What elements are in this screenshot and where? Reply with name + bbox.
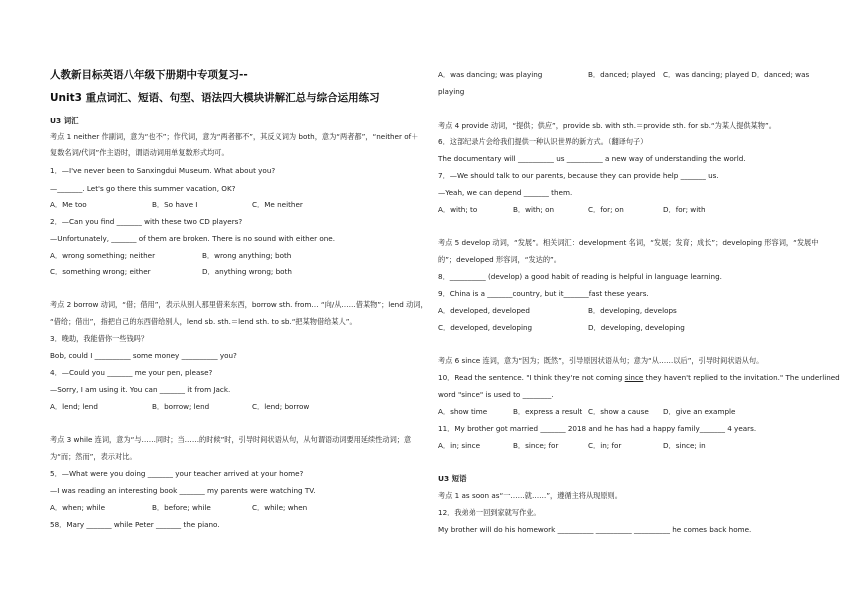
q2-option-d: D．anything wrong; both bbox=[202, 267, 292, 276]
question-2: 2．—Can you find _______ with these two CD players? bbox=[50, 217, 243, 226]
q7-option-c: C．for; on bbox=[588, 205, 624, 214]
question-4-reply: —Sorry, I am using it. You can _______ it from Jack. bbox=[50, 385, 231, 394]
q11-option-b: B．since; for bbox=[513, 441, 559, 450]
kp7-text: 考点 1 as soon as“一……就……”，遵循主将从现原则。 bbox=[438, 491, 622, 500]
kp5-text: 考点 5 develop 动词，“发展”。相关词汇：development 名词，“发展；发育；成长”；developing 形容词，“发展中 bbox=[438, 238, 819, 247]
question-9: 9．China is a _______country, but it_______fast these years. bbox=[438, 289, 649, 298]
q7-option-b: B．with; on bbox=[513, 205, 555, 214]
q58-option-cd: C．was dancing; played D．danced; was bbox=[663, 70, 810, 79]
q4-option-c: C．lend; borrow bbox=[252, 402, 310, 411]
question-3-sentence: Bob, could I __________ some money __________ you? bbox=[50, 351, 237, 360]
q2-option-b: B．wrong anything; both bbox=[202, 251, 292, 260]
kp4-text: 考点 4 provide 动词，“提供；供应”，provide sb. with sth.＝provide sth. for sb.“为某人提供某物”。 bbox=[438, 121, 776, 130]
kp2-text: 考点 2 borrow 动词，“借；借用”，表示从别人那里借来东西，borrow sth. from… “向/从……借某物”；lend 动词， bbox=[50, 300, 428, 309]
q58-option-cont: playing bbox=[438, 87, 465, 96]
q9-option-a: A．developed, developed bbox=[438, 306, 530, 315]
question-1-reply: —_______. Let's go there this summer vacation, OK? bbox=[50, 184, 236, 193]
q5-option-c: C．while; when bbox=[252, 503, 308, 512]
q10-option-a: A．show time bbox=[438, 407, 488, 416]
question-7-reply: —Yeah, we can depend _______ them. bbox=[438, 188, 573, 197]
kp3-text-cont: 为“而；然而”，表示对比。 bbox=[50, 452, 137, 461]
question-12-sentence: My brother will do his homework __________ __________ __________ he comes back home. bbox=[438, 525, 752, 534]
q2-option-a: A．wrong something; neither bbox=[50, 251, 156, 260]
question-5: 5．—What were you doing _______ your teacher arrived at your home? bbox=[50, 469, 304, 478]
q7-option-d: D．for; with bbox=[663, 205, 706, 214]
q1-option-c: C．Me neither bbox=[252, 200, 303, 209]
q7-option-a: A．with; to bbox=[438, 205, 478, 214]
q10-underlined-word: since bbox=[624, 373, 644, 382]
q9-option-c: C．developed, developing bbox=[438, 323, 533, 332]
kp2-text-cont: “借给；借出”，指把自己的东西借给别人，lend sb. sth.＝lend sth. to sb.“把某物借给某人”。 bbox=[50, 317, 357, 326]
question-12: 12．我弟弟一回到家就写作业。 bbox=[438, 508, 541, 517]
question-11: 11．My brother got married _______ 2018 and he has had a happy family_______ 4 years. bbox=[438, 424, 757, 433]
q4-option-a: A．lend; lend bbox=[50, 402, 98, 411]
q11-option-a: A．in; since bbox=[438, 441, 481, 450]
section-phrase-heading: U3 短语 bbox=[438, 474, 467, 483]
q5-option-b: B．before; while bbox=[152, 503, 211, 512]
kp6-text: 考点 6 since 连词，意为“因为；既然”，引导原因状语从句；意为“从……以后”，引导时间状语从句。 bbox=[438, 356, 764, 365]
q1-option-b: B．So have I bbox=[152, 200, 198, 209]
question-7: 7．—We should talk to our parents, because they can provide help _______ us. bbox=[438, 171, 719, 180]
q4-option-b: B．borrow; lend bbox=[152, 402, 210, 411]
question-2-reply: —Unfortunately, _______ of them are broken. There is no sound with either one. bbox=[50, 234, 336, 243]
q10-option-b: B．express a result bbox=[513, 407, 583, 416]
q10-option-d: D．give an example bbox=[663, 407, 736, 416]
q9-option-b: B．developing, develops bbox=[588, 306, 677, 315]
question-4: 4．—Could you _______ me your pen, please? bbox=[50, 368, 213, 377]
q11-option-c: C．in; for bbox=[588, 441, 622, 450]
doc-title-line1: 人教新目标英语八年级下册期中专项复习-- bbox=[50, 69, 248, 81]
question-10 bbox=[438, 373, 840, 382]
kp5-text-cont: 的”；developed 形容词，“发达的”。 bbox=[438, 255, 561, 264]
question-1: 1．—I've never been to Sanxingdui Museum. What about you? bbox=[50, 166, 276, 175]
kp1-text: 考点 1 neither 作副词，意为“也不”；作代词，意为“两者都不”，其反义词为 both，意为“两者都”，“neither of＋ bbox=[50, 132, 419, 141]
q10-option-c: C．show a cause bbox=[588, 407, 649, 416]
question-8: 8．__________ (develop) a good habit of reading is helpful in language learning. bbox=[438, 272, 722, 281]
question-58: 58．Mary _______ while Peter _______ the piano. bbox=[50, 520, 220, 529]
q58-option-a: A．was dancing; was playing bbox=[438, 70, 543, 79]
section-vocab-heading: U3 词汇 bbox=[50, 116, 79, 125]
q2-option-c: C．something wrong; either bbox=[50, 267, 151, 276]
q1-option-a: A．Me too bbox=[50, 200, 87, 209]
question-5-reply: —I was reading an interesting book _______ my parents were watching TV. bbox=[50, 486, 316, 495]
q11-option-d: D．since; in bbox=[663, 441, 706, 450]
q10-text-post: they haven't replied to the invitation." The underlined bbox=[643, 373, 840, 382]
question-6-sentence: The documentary will __________ us __________ a new way of understanding the world. bbox=[438, 154, 746, 163]
doc-title-line2: Unit3 重点词汇、短语、句型、语法四大模块讲解汇总与综合运用练习 bbox=[50, 92, 380, 104]
q10-text-pre: 10．Read the sentence. "I think they're not coming bbox=[438, 373, 625, 382]
kp3-text: 考点 3 while 连词，意为“与……同时；当……的时候”时，引导时间状语从句，从句谓语动词要用延续性动词；意 bbox=[50, 435, 412, 444]
question-6: 6．这部纪录片会给我们提供一种认识世界的新方式。（翻译句子） bbox=[438, 137, 648, 146]
question-3: 3．晚助，我能借你一些钱吗？ bbox=[50, 334, 149, 343]
q58-option-b: B．danced; played bbox=[588, 70, 656, 79]
kp1-text-cont: 复数名词/代词”作主语时，谓语动词用单复数形式均可。 bbox=[50, 148, 229, 157]
question-10-prompt: word "since" is used to ________. bbox=[438, 390, 554, 399]
q9-option-d: D．developing, developing bbox=[588, 323, 685, 332]
q5-option-a: A．when; while bbox=[50, 503, 106, 512]
